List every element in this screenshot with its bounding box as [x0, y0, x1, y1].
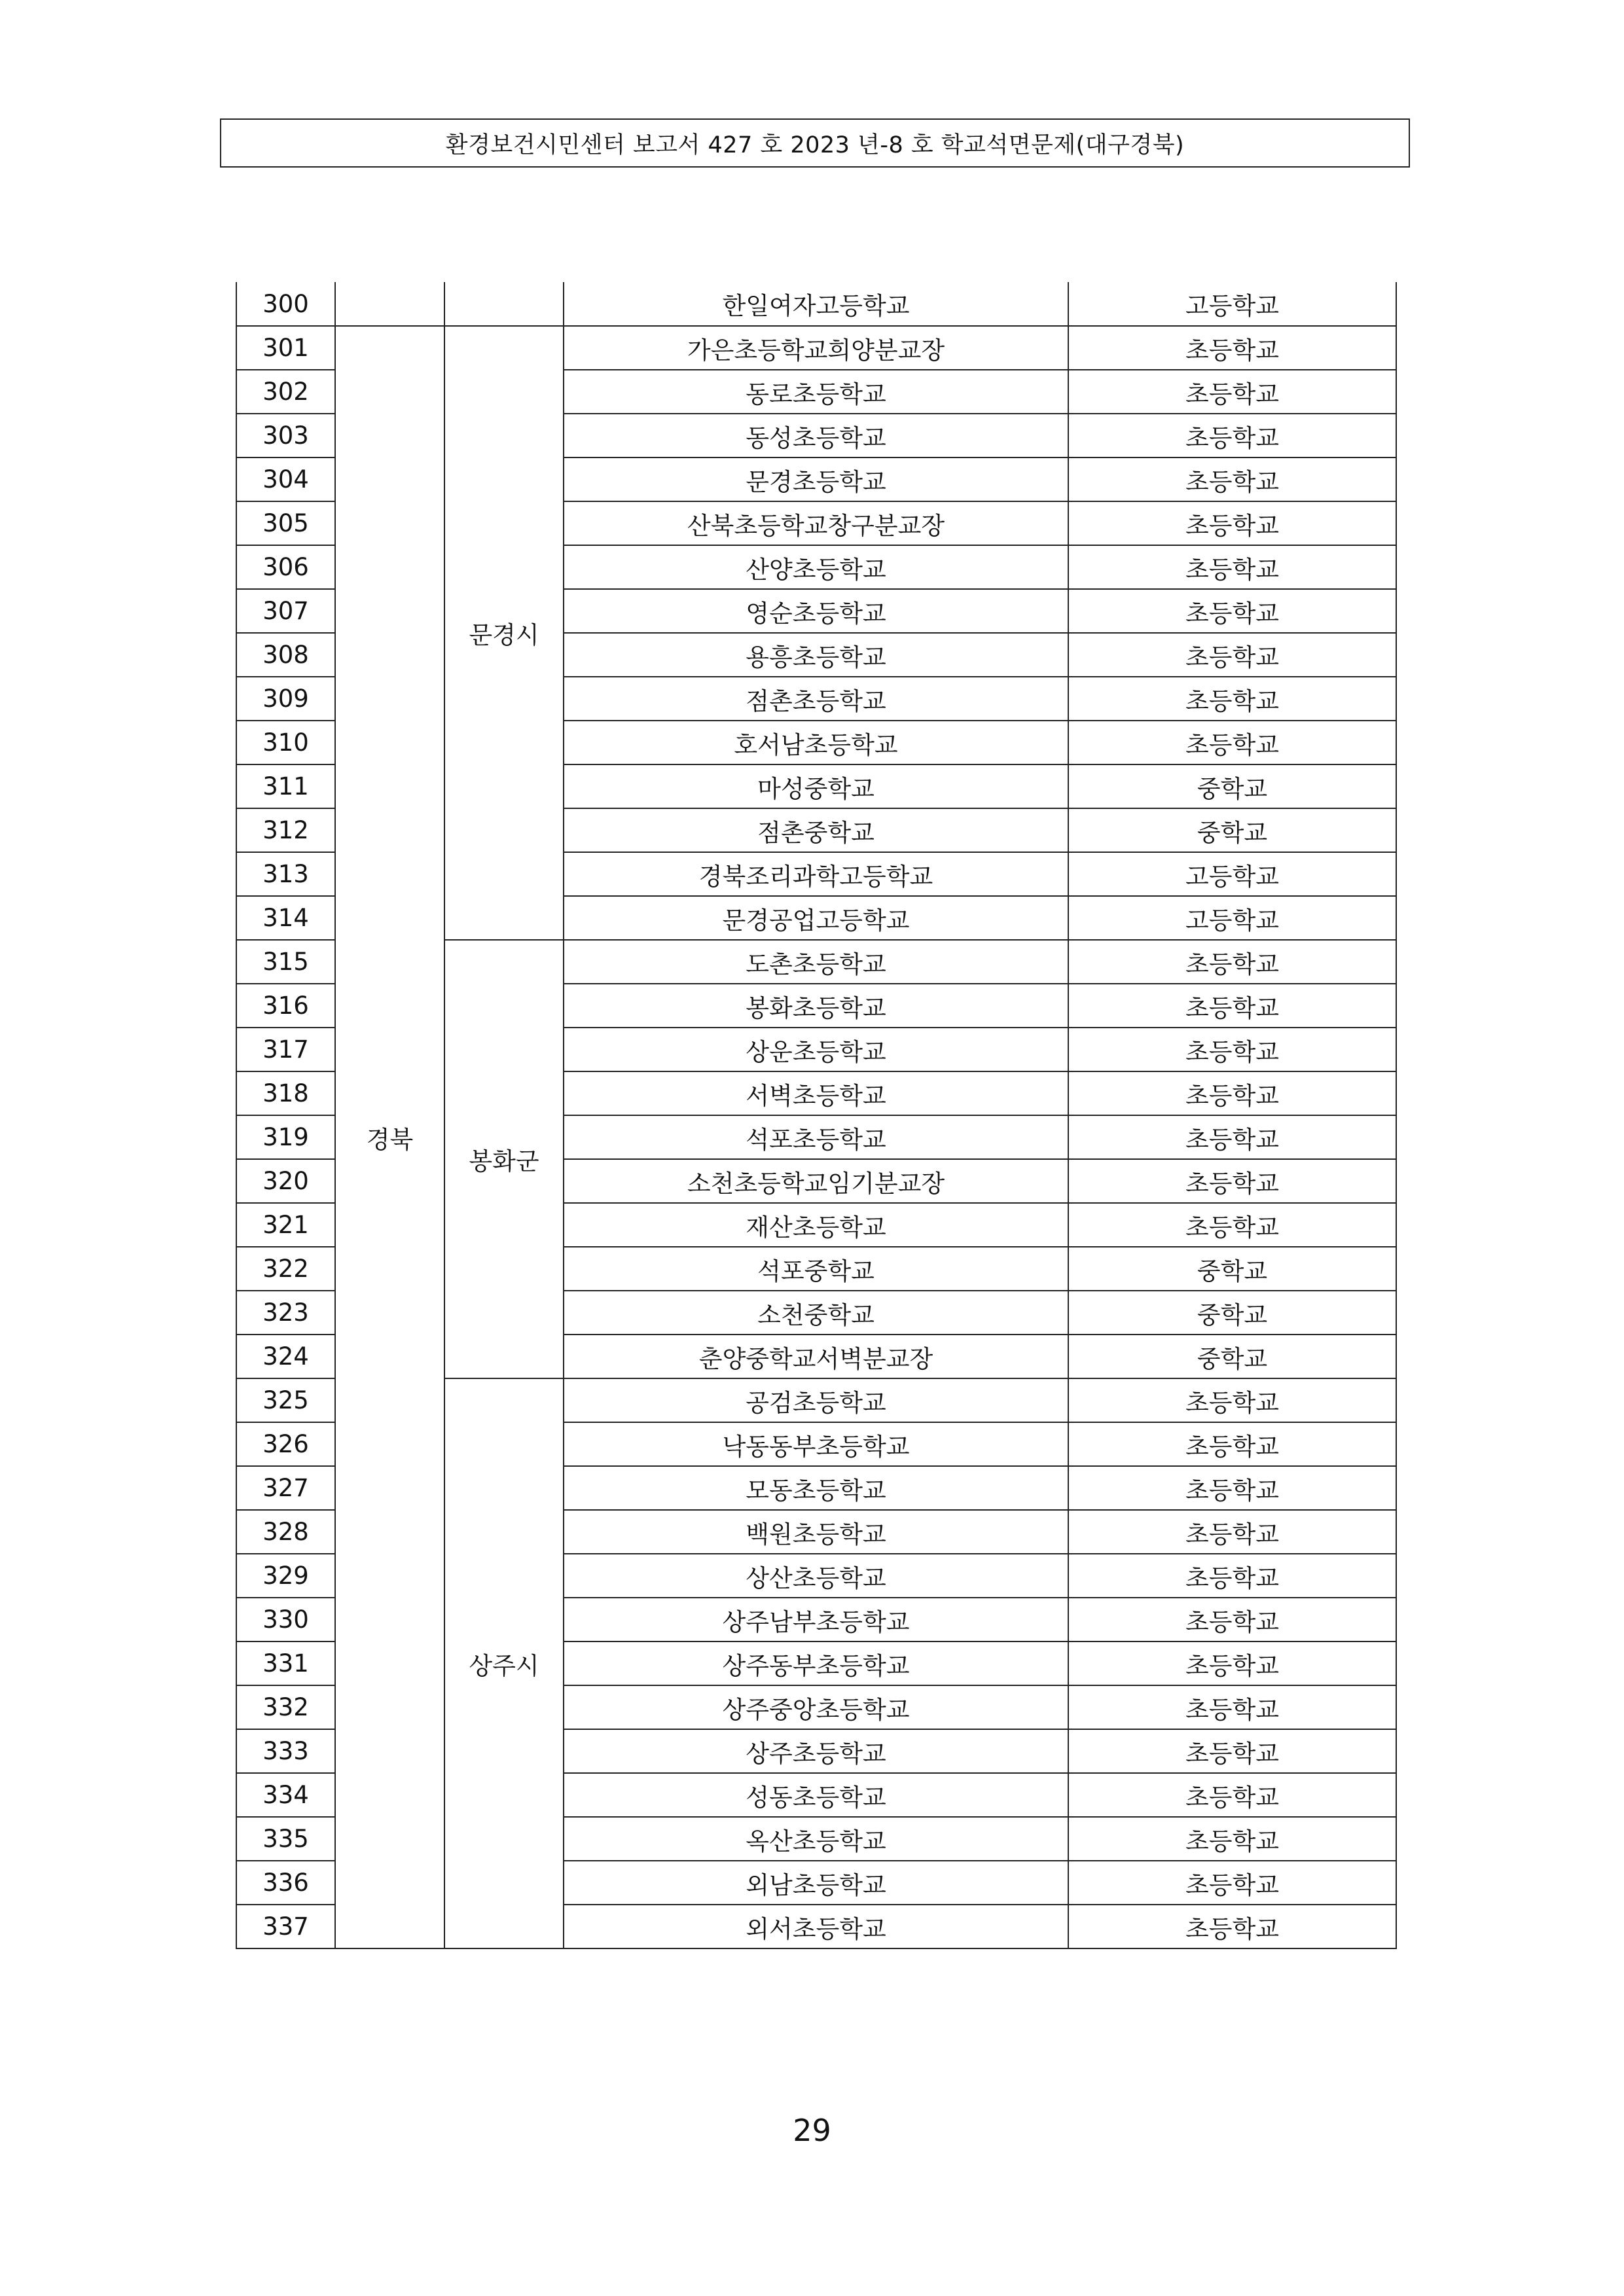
school-level: 초등학교: [1068, 1861, 1396, 1905]
school-name: 외서초등학교: [564, 1905, 1068, 1948]
school-level: 초등학교: [1068, 984, 1396, 1028]
row-number: 304: [236, 457, 335, 501]
school-name: 서벽초등학교: [564, 1071, 1068, 1115]
school-level: 초등학교: [1068, 1159, 1396, 1203]
school-name: 성동초등학교: [564, 1773, 1068, 1817]
school-level: 초등학교: [1068, 1378, 1396, 1422]
row-number: 313: [236, 852, 335, 896]
page-number: 29: [793, 2113, 831, 2148]
school-level: 중학교: [1068, 1247, 1396, 1291]
school-name: 상주중앙초등학교: [564, 1685, 1068, 1729]
row-number: 316: [236, 984, 335, 1028]
row-number: 331: [236, 1641, 335, 1685]
school-name: 용흥초등학교: [564, 633, 1068, 677]
school-level: 초등학교: [1068, 677, 1396, 721]
school-level: 초등학교: [1068, 1466, 1396, 1510]
school-name: 봉화초등학교: [564, 984, 1068, 1028]
school-name: 문경공업고등학교: [564, 896, 1068, 940]
table-row: [236, 326, 1396, 370]
row-number: 323: [236, 1291, 335, 1335]
school-name: 외남초등학교: [564, 1861, 1068, 1905]
school-name: 점촌중학교: [564, 808, 1068, 852]
school-name: 문경초등학교: [564, 457, 1068, 501]
city-cell-bonghwa: 봉화군: [444, 940, 564, 1378]
school-name: 상주동부초등학교: [564, 1641, 1068, 1685]
school-name: 춘양중학교서벽분교장: [564, 1335, 1068, 1378]
school-name: 석포초등학교: [564, 1115, 1068, 1159]
row-number: 303: [236, 414, 335, 457]
row-number: 324: [236, 1335, 335, 1378]
row-number: 329: [236, 1554, 335, 1598]
city-cell-empty: [444, 282, 564, 326]
school-level: 초등학교: [1068, 1817, 1396, 1861]
row-number: 307: [236, 589, 335, 633]
school-level: 초등학교: [1068, 1905, 1396, 1948]
row-number: 333: [236, 1729, 335, 1773]
row-number: 328: [236, 1510, 335, 1554]
school-name: 상운초등학교: [564, 1028, 1068, 1071]
school-level: 초등학교: [1068, 1071, 1396, 1115]
row-number: 306: [236, 545, 335, 589]
school-name: 공검초등학교: [564, 1378, 1068, 1422]
school-level: 초등학교: [1068, 589, 1396, 633]
school-level: 초등학교: [1068, 1554, 1396, 1598]
row-number: 315: [236, 940, 335, 984]
row-number: 308: [236, 633, 335, 677]
school-name: 산북초등학교창구분교장: [564, 501, 1068, 545]
school-level: 초등학교: [1068, 1641, 1396, 1685]
report-header: [220, 118, 1410, 168]
school-name: 경북조리과학고등학교: [564, 852, 1068, 896]
school-level: 초등학교: [1068, 1510, 1396, 1554]
school-level: 초등학교: [1068, 1598, 1396, 1641]
school-level: 초등학교: [1068, 1203, 1396, 1247]
row-number: 302: [236, 370, 335, 414]
row-number: 334: [236, 1773, 335, 1817]
school-level: 중학교: [1068, 1291, 1396, 1335]
row-number: 337: [236, 1905, 335, 1948]
school-level: 고등학교: [1068, 852, 1396, 896]
school-level: 중학교: [1068, 764, 1396, 808]
school-level: 초등학교: [1068, 1773, 1396, 1817]
school-name: 옥산초등학교: [564, 1817, 1068, 1861]
school-name: 백원초등학교: [564, 1510, 1068, 1554]
row-number: 311: [236, 764, 335, 808]
school-level: 중학교: [1068, 1335, 1396, 1378]
school-level: 초등학교: [1068, 370, 1396, 414]
school-name: 소천중학교: [564, 1291, 1068, 1335]
report-header-title: 환경보건시민센터 보고서 427 호 2023 년-8 호 학교석면문제(대구경북): [445, 132, 1185, 158]
city-cell-sangju: 상주시: [444, 1378, 564, 1948]
school-level: 초등학교: [1068, 1729, 1396, 1773]
row-number: 330: [236, 1598, 335, 1641]
school-level: 고등학교: [1068, 282, 1396, 326]
row-number: 327: [236, 1466, 335, 1510]
row-number: 336: [236, 1861, 335, 1905]
school-name: 상산초등학교: [564, 1554, 1068, 1598]
school-name: 상주남부초등학교: [564, 1598, 1068, 1641]
school-level: 초등학교: [1068, 326, 1396, 370]
school-name: 낙동동부초등학교: [564, 1422, 1068, 1466]
school-name: 산양초등학교: [564, 545, 1068, 589]
row-number: 314: [236, 896, 335, 940]
city-cell-mungyeong: 문경시: [444, 326, 564, 940]
row-number: 321: [236, 1203, 335, 1247]
row-number: 326: [236, 1422, 335, 1466]
school-name: 호서남초등학교: [564, 721, 1068, 764]
row-number: 312: [236, 808, 335, 852]
school-level: 고등학교: [1068, 896, 1396, 940]
row-number: 318: [236, 1071, 335, 1115]
school-level: 초등학교: [1068, 721, 1396, 764]
school-name: 소천초등학교임기분교장: [564, 1159, 1068, 1203]
row-number: 320: [236, 1159, 335, 1203]
school-name: 점촌초등학교: [564, 677, 1068, 721]
school-level: 초등학교: [1068, 501, 1396, 545]
school-level: 중학교: [1068, 808, 1396, 852]
row-number: 332: [236, 1685, 335, 1729]
school-level: 초등학교: [1068, 414, 1396, 457]
table-row: [236, 282, 1396, 326]
school-name: 상주초등학교: [564, 1729, 1068, 1773]
row-number: 301: [236, 326, 335, 370]
row-number: 335: [236, 1817, 335, 1861]
row-number: 305: [236, 501, 335, 545]
school-level: 초등학교: [1068, 1685, 1396, 1729]
school-name: 동로초등학교: [564, 370, 1068, 414]
province-cell-empty: [335, 282, 444, 326]
school-name: 도촌초등학교: [564, 940, 1068, 984]
school-name: 마성중학교: [564, 764, 1068, 808]
school-level: 초등학교: [1068, 1115, 1396, 1159]
school-name: 영순초등학교: [564, 589, 1068, 633]
row-number: 319: [236, 1115, 335, 1159]
school-level: 초등학교: [1068, 545, 1396, 589]
school-level: 초등학교: [1068, 1422, 1396, 1466]
school-level: 초등학교: [1068, 1028, 1396, 1071]
school-name: 가은초등학교희양분교장: [564, 326, 1068, 370]
row-number: 317: [236, 1028, 335, 1071]
row-number: 322: [236, 1247, 335, 1291]
school-table: [236, 282, 1397, 1949]
row-number: 300: [236, 282, 335, 326]
school-level: 초등학교: [1068, 940, 1396, 984]
school-level: 초등학교: [1068, 633, 1396, 677]
province-cell: 경북: [335, 326, 444, 1948]
row-number: 309: [236, 677, 335, 721]
school-name: 한일여자고등학교: [564, 282, 1068, 326]
school-level: 초등학교: [1068, 457, 1396, 501]
row-number: 310: [236, 721, 335, 764]
school-name: 재산초등학교: [564, 1203, 1068, 1247]
school-name: 석포중학교: [564, 1247, 1068, 1291]
row-number: 325: [236, 1378, 335, 1422]
school-name: 동성초등학교: [564, 414, 1068, 457]
school-name: 모동초등학교: [564, 1466, 1068, 1510]
